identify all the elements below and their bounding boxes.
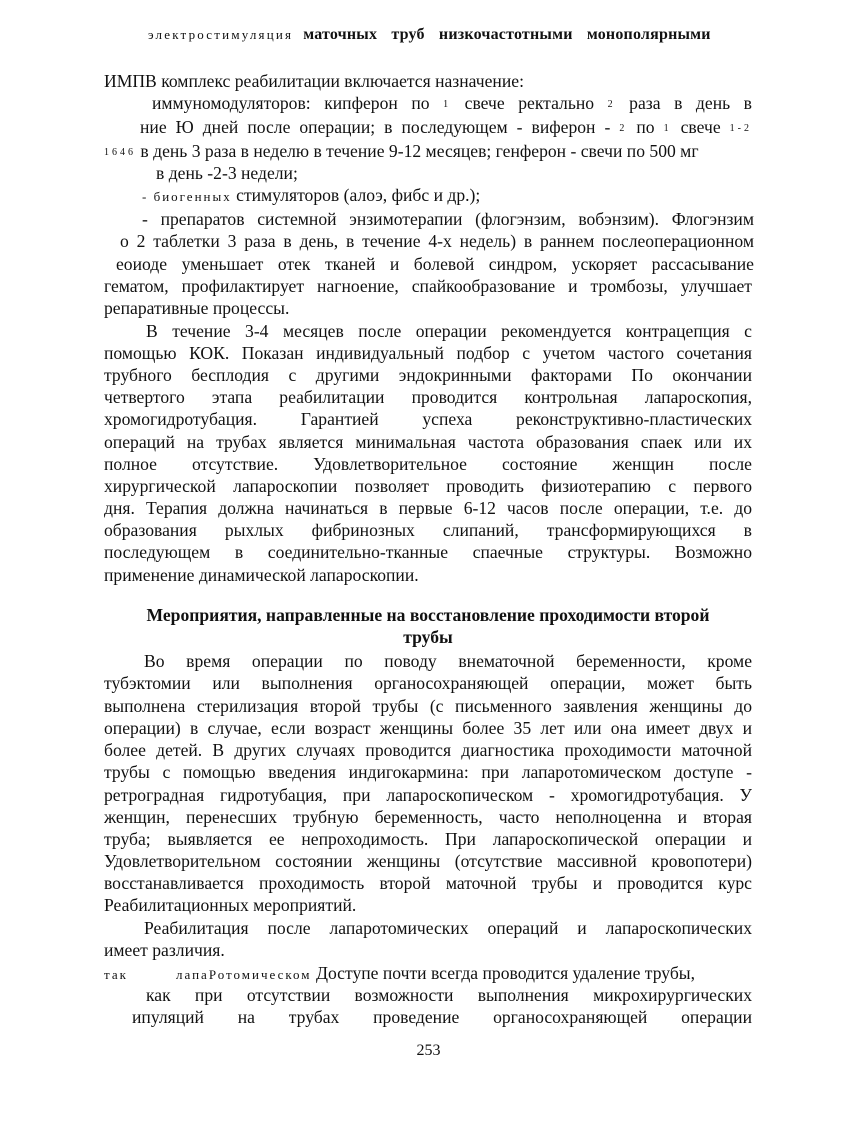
text-line: тубэктомии или выполнения органосохраняющей операции, может быть [104, 673, 752, 693]
text-line: восстанавливается проходимость второй маточной трубы и проводится курс [104, 873, 752, 893]
text-line: полное отсутствие. Удовлетворительное состояние женщин после [104, 454, 752, 474]
text-line: в день -2-3 недели; [156, 163, 298, 183]
section-title-continued: трубы [403, 627, 453, 647]
text-line: выполнена стерилизация второй трубы (с письменного заявления женщины до [104, 696, 752, 716]
text-line: 1646 в день 3 раза в неделю в течение 9-12 месяцев; генферон - свечи по 500 мг [104, 141, 699, 161]
text-line: репаративные процессы. [104, 298, 290, 318]
text-line: трубного бесплодия с другими эндокринными факторами По окончании [104, 365, 752, 385]
text-line: ипуляций на трубах проведение органосохраняющей операции [132, 1007, 752, 1027]
text-line: лапаРотомическом Доступе почти всегда проводится удаление трубы, [176, 963, 695, 983]
text-line: четвертого этапа реабилитации проводится контрольная лапароскопия, [104, 387, 752, 407]
text-line: В течение 3-4 месяцев после операции рекомендуется контрацепция с [146, 321, 752, 341]
text-line: Во время операции по поводу внематочной беременности, кроме [144, 651, 752, 671]
text-line: Удовлетворительном состоянии женщины (отсутствие массивной кровопотери) [104, 851, 752, 871]
text-line: ИМПВ комплекс реабилитации включается назначение: [104, 71, 524, 91]
text-line: так [104, 967, 128, 982]
text-line: трубы с помощью введения индигокармина: при лапаротомическом доступе - [104, 762, 752, 782]
text-line: дня. Терапия должна начинаться в первые 6-12 часов после операции, т.е. до [104, 498, 752, 518]
text-line: имеет различия. [104, 940, 225, 960]
page-number: 253 [416, 1042, 441, 1059]
text-line: труба; выявляется ее непроходимость. При лапароскопической операции и [104, 829, 752, 849]
text-line: иммуномодуляторов: кипферон по 1 свече ректально 2 раза в день в [152, 93, 752, 113]
text-line: еоиоде уменьшает отек тканей и болевой синдром, ускоряет рассасывание [116, 254, 754, 274]
text-line: Реабилитационных мероприятий. [104, 895, 357, 915]
text-line: последующем в соединительно-тканные спаечные структуры. Возможно [104, 542, 752, 562]
text-line: - препаратов системной энзимотерапии (флогэнзим, вобэнзим). Флогэнзим [142, 209, 754, 229]
text-line: хирургической лапароскопии позволяет проводить физиотерапию с первого [104, 476, 752, 496]
text-line: гематом, профилактирует нагноение, спайкообразование и тромбозы, улучшает [104, 276, 752, 296]
section-title: Мероприятия, направленные на восстановление проходимости второй [146, 605, 710, 625]
text-line: хромогидротубация. Гарантией успеха реконструктивно-пластических [104, 409, 752, 429]
text-line: образования рыхлых фибринозных слипаний, трансформирующихся в [104, 520, 752, 540]
text-line: более детей. В других случаях проводится диагностика проходимости маточной [104, 740, 752, 760]
text-line: ретроградная гидротубация, при лапароскопическом - хромогидротубация. У [104, 785, 752, 805]
text-line: операции) в случае, если возраст женщины более 35 лет или она имеет двух и [104, 718, 752, 738]
text-line: как при отсутствии возможности выполнения микрохирургических [146, 985, 752, 1005]
running-header-spaced: электростимуляция [148, 27, 294, 42]
text-line: применение динамической лапароскопии. [104, 565, 419, 585]
running-header-bold: маточных труб низкочастотными монополярными [303, 26, 711, 43]
running-header [148, 24, 711, 46]
text-line: ние Ю дней после операции; в последующем - виферон - 2 по 1 свече 1-2 [140, 117, 753, 137]
text-line: о 2 таблетки 3 раза в день, в течение 4-х недель) в раннем послеоперационном [120, 231, 754, 251]
text-line: операций на трубах является минимальная частота образования спаек или их [104, 432, 752, 452]
text-line: - биогенных стимуляторов (алоэ, фибс и др.); [142, 185, 481, 205]
text-line: женщин, перенесших трубную беременность, часто неполноценна и вторая [104, 807, 752, 827]
text-line: Реабилитация после лапаротомических операций и лапароскопических [144, 918, 752, 938]
text-line: помощью КОК. Показан индивидуальный подбор с учетом частого сочетания [104, 343, 752, 363]
